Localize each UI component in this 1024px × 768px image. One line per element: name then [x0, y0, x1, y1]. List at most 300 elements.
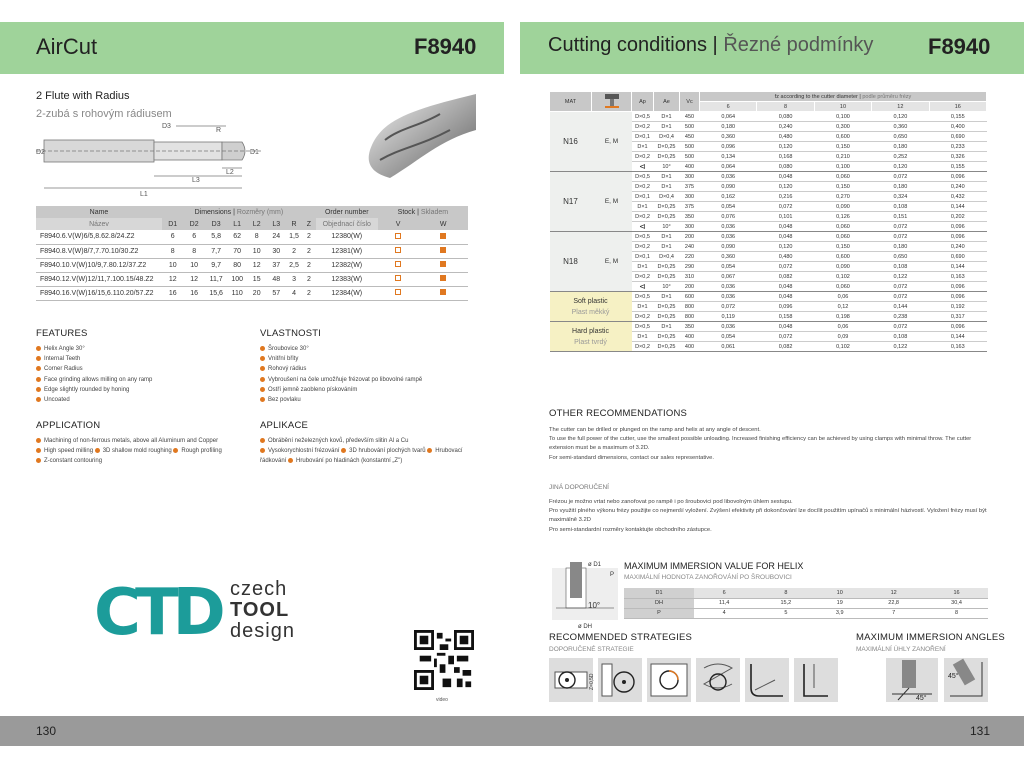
vc-cell: 800 — [680, 312, 700, 322]
qr-code[interactable] — [414, 630, 474, 690]
paragraph-line: The cutter can be drilled or plunged on the ramp and helix at any angle of descent. — [549, 427, 761, 433]
label-d2: D2 — [36, 149, 45, 156]
bullet-dot — [427, 448, 432, 453]
bullet-dot — [260, 356, 265, 361]
label-r: R — [216, 127, 222, 134]
fz-cell: 0,100 — [814, 162, 871, 172]
ap-cell: D×0,5 — [632, 292, 654, 302]
fz-cell: 0,252 — [872, 152, 929, 162]
list-item: Uncoated — [36, 395, 236, 405]
vc-cell: 500 — [680, 152, 700, 162]
label-l3: L3 — [192, 177, 200, 184]
bullet-dot — [36, 397, 41, 402]
bullet-dot — [36, 366, 41, 371]
dimensions-header: Dimensions | Rozměry (mm) — [162, 206, 316, 218]
fz-header: fz according to the cutter diameter | podle průměru frézy — [700, 92, 987, 102]
ap-cell: D×1 — [632, 142, 654, 152]
order-header-cz: Objednací číslo — [316, 218, 378, 230]
ap-cell: D×1 — [632, 262, 654, 272]
helix-value-cell: 7 — [862, 608, 925, 618]
ap-cell: D×0,2 — [632, 122, 654, 132]
ae-cell: D×0,25 — [654, 212, 680, 222]
fz-cell: 0,096 — [700, 142, 757, 152]
stock-w-cell — [418, 230, 468, 244]
qr-caption: video — [436, 697, 448, 703]
helix-label-p: P — [610, 572, 615, 578]
fz-cell: 0,650 — [872, 132, 929, 142]
cell-l1: 70 — [227, 244, 247, 258]
ae-cell: D×0,25 — [654, 342, 680, 352]
fz-cell: 0,080 — [757, 162, 814, 172]
fz-cell: 0,090 — [814, 202, 871, 212]
helix-value-cell: 16 — [925, 588, 988, 598]
vc-cell: 300 — [680, 222, 700, 232]
vc-cell: 350 — [680, 322, 700, 332]
vc-cell: 500 — [680, 122, 700, 132]
right-page-title — [548, 34, 873, 57]
helix-value-cell: 6 — [694, 588, 754, 598]
list-item: Corner Radius — [36, 364, 236, 374]
diameter-16: 16 — [929, 102, 986, 112]
bullet-dot — [95, 448, 100, 453]
fz-cell: 0,12 — [814, 302, 871, 312]
fz-cell: 0,210 — [814, 152, 871, 162]
fz-cell: 0,180 — [872, 142, 929, 152]
bullet-dot — [36, 356, 41, 361]
helix-label-d1: ø D1 — [588, 562, 602, 568]
mat-header: MAT — [550, 92, 592, 112]
helix-row-label: DH — [624, 598, 694, 608]
order-header: Order number — [316, 206, 378, 218]
fz-cell: 0,080 — [757, 112, 814, 122]
stock-filled-icon — [440, 261, 446, 267]
right-product-code: F8940 — [928, 34, 991, 59]
col-stock-v: V — [378, 218, 419, 230]
cell-d3: 15,6 — [205, 286, 228, 300]
helix-table — [624, 588, 988, 619]
immersion-angle-diagram-1 — [886, 658, 938, 702]
fz-cell: 0,072 — [872, 222, 929, 232]
fz-cell: 0,060 — [814, 172, 871, 182]
ap-cell: D×1 — [632, 332, 654, 342]
bullet-dot — [36, 438, 41, 443]
paragraph-line: For semi-standard dimensions, contact our sales representative. — [549, 454, 714, 461]
features-list — [36, 344, 236, 405]
fz-cell: 0,072 — [872, 292, 929, 302]
fz-cell: 0,036 — [700, 172, 757, 182]
fz-cell: 0,155 — [929, 162, 986, 172]
fz-cell: 0,326 — [929, 152, 986, 162]
strategy-helix-icon — [696, 658, 740, 702]
ae-cell: D×0,25 — [654, 142, 680, 152]
subtitle-en: 2 Flute with Radius — [36, 90, 130, 102]
list-item: Face grinding allows milling on any ramp — [36, 375, 236, 385]
cell-order: 12380(W) — [316, 230, 378, 244]
table-row — [550, 232, 987, 242]
stock-header-cz: Skladem — [420, 208, 449, 216]
fz-cell: 0,120 — [872, 112, 929, 122]
cell-d1: 6 — [162, 230, 183, 244]
company-logo — [94, 576, 324, 650]
cell-l1: 110 — [227, 286, 247, 300]
ae-cell: 10° — [654, 162, 680, 172]
ae-cell: D×1 — [654, 242, 680, 252]
machining-type-cell: E, M — [592, 112, 632, 172]
fz-cell: 0,240 — [929, 242, 986, 252]
helix-value-cell: 22,8 — [862, 598, 925, 608]
fz-cell: 0,202 — [929, 212, 986, 222]
subtitle-cz: 2-zubá s rohovým rádiusem — [36, 108, 172, 120]
cell-d1: 10 — [162, 258, 183, 272]
fz-cell: 0,163 — [929, 272, 986, 282]
list-item: Bez povlaku — [260, 395, 480, 405]
col-l3: L3 — [266, 218, 286, 230]
fz-cell: 0,432 — [929, 192, 986, 202]
other-recommendations-cz — [549, 498, 989, 535]
cell-d2: 8 — [183, 244, 204, 258]
cell-l1: 100 — [227, 272, 247, 286]
fz-cell: 0,072 — [872, 282, 929, 292]
cell-name: F8940.16.V(W)16/15,6.110.20/57.Z2 — [36, 286, 162, 300]
ae-cell: D×0,25 — [654, 152, 680, 162]
ap-cell: D×0,1 — [632, 192, 654, 202]
dimension-table — [36, 206, 468, 301]
helix-diagram — [552, 558, 618, 630]
stock-w-cell — [418, 244, 468, 258]
table-row — [550, 112, 987, 122]
ae-cell: D×0,25 — [654, 202, 680, 212]
ap-cell: D×0,1 — [632, 252, 654, 262]
col-d2: D2 — [183, 218, 204, 230]
helix-title-cz: MAXIMÁLNÍ HODNOTA ZANOŘOVÁNÍ PO ŠROUBOVICI — [624, 574, 792, 581]
ap-cell: D×0,5 — [632, 112, 654, 122]
cell-l2: 12 — [247, 258, 267, 272]
cutting-conditions-table — [549, 91, 987, 352]
ap-cell: D×0,5 — [632, 232, 654, 242]
fz-cell: 0,096 — [757, 302, 814, 312]
vc-cell: 375 — [680, 182, 700, 192]
immersion-angle-diagram-2 — [944, 658, 988, 702]
fz-cell: 0,054 — [700, 262, 757, 272]
stock-v-cell — [378, 272, 419, 286]
cell-order: 12381(W) — [316, 244, 378, 258]
helix-label-angle: 10° — [588, 601, 601, 610]
cell-r: 2 — [286, 244, 302, 258]
vc-cell: 500 — [680, 142, 700, 152]
tool-photo — [350, 90, 476, 180]
ae-cell: D×1 — [654, 232, 680, 242]
fz-cell: 0,090 — [814, 262, 871, 272]
cell-name: F8940.8.V(W)8/7,7.70.10/30.Z2 — [36, 244, 162, 258]
cell-l3: 30 — [266, 244, 286, 258]
fz-cell: 0,119 — [700, 312, 757, 322]
left-page-title: AirCut — [36, 34, 98, 59]
stock-w-cell — [418, 272, 468, 286]
angles-title-cz: MAXIMÁLNÍ ÚHLY ZANOŘENÍ — [856, 646, 946, 653]
logo-text-tool: TOOL — [230, 599, 290, 621]
ap-cell: D×0,2 — [632, 342, 654, 352]
footer-bar — [0, 716, 1024, 746]
fz-cell: 0,082 — [757, 272, 814, 282]
cell-l1: 80 — [227, 258, 247, 272]
other-recommendations-title: OTHER RECOMMENDATIONS — [549, 408, 688, 419]
fz-cell: 0,317 — [929, 312, 986, 322]
diameter-6: 6 — [700, 102, 757, 112]
strategy-pocket-icon — [647, 658, 691, 702]
cell-d3: 9,7 — [205, 258, 228, 272]
bullet-dot — [260, 346, 265, 351]
fz-cell: 0,600 — [814, 132, 871, 142]
machine-icon — [603, 93, 621, 109]
title-separator: | — [712, 34, 724, 56]
fz-cell: 0,158 — [757, 312, 814, 322]
helix-value-cell: 12 — [862, 588, 925, 598]
vc-cell: 450 — [680, 112, 700, 122]
strategy-side-icon — [598, 658, 642, 702]
fz-cell: 0,360 — [700, 132, 757, 142]
ae-cell: D×0,25 — [654, 302, 680, 312]
ae-cell: D×1 — [654, 322, 680, 332]
right-title-cz: Řezné podmínky — [723, 34, 874, 56]
ae-cell: D×1 — [654, 172, 680, 182]
fz-cell: 0,048 — [757, 232, 814, 242]
fz-cell: 0,300 — [814, 122, 871, 132]
fz-cell: 0,144 — [929, 332, 986, 342]
fz-cell: 0,096 — [929, 172, 986, 182]
fz-cell: 0,108 — [872, 332, 929, 342]
cell-d2: 10 — [183, 258, 204, 272]
ae-cell: D×1 — [654, 122, 680, 132]
material-cell: Hard plastic Plast tvrdý — [550, 322, 632, 352]
fz-cell: 0,600 — [814, 252, 871, 262]
helix-label-dh: ø DH — [578, 624, 592, 630]
fz-cell: 0,650 — [872, 252, 929, 262]
fz-cell: 0,122 — [872, 272, 929, 282]
fz-cell: 0,198 — [814, 312, 871, 322]
fz-cell: 0,144 — [872, 302, 929, 312]
cell-d2: 12 — [183, 272, 204, 286]
fz-cell: 0,054 — [700, 202, 757, 212]
helix-value-cell: 10 — [817, 588, 862, 598]
cell-name: F8940.12.V(W)12/11,7.100.15/48.Z2 — [36, 272, 162, 286]
cell-l2: 10 — [247, 244, 267, 258]
bullet-dot — [36, 346, 41, 351]
application-line: Machining of non-ferrous metals, above all Aluminum and Copper — [36, 436, 256, 446]
cell-d3: 5,8 — [205, 230, 228, 244]
stock-v-cell — [378, 244, 419, 258]
fz-cell: 0,162 — [700, 192, 757, 202]
fz-cell: 0,036 — [700, 292, 757, 302]
fz-cell: 0,108 — [872, 262, 929, 272]
paragraph-line: extension must be a maximum of 3.2D. — [549, 445, 650, 452]
application-line: High speed milling 3D shallow mold roughing Rough profiling — [36, 446, 256, 456]
fz-cell: 0,096 — [929, 322, 986, 332]
fz-cell: 0,360 — [872, 122, 929, 132]
vlastnosti-list — [260, 344, 480, 405]
cell-l2: 20 — [247, 286, 267, 300]
strategy-ramp-icon — [745, 658, 789, 702]
bullet-dot — [260, 438, 265, 443]
list-item: Vybroušení na čele umožňuje frézovat po libovolné rampě — [260, 375, 480, 385]
fz-cell: 0,240 — [929, 182, 986, 192]
ap-cell: D×1 — [632, 202, 654, 212]
bullet-dot — [260, 387, 265, 392]
vc-cell: 800 — [680, 302, 700, 312]
table-row — [36, 258, 468, 272]
stock-v-cell — [378, 258, 419, 272]
ap-cell: D×0,5 — [632, 322, 654, 332]
stock-v-cell — [378, 230, 419, 244]
ae-cell: D×1 — [654, 182, 680, 192]
vc-cell: 450 — [680, 132, 700, 142]
vc-cell: 400 — [680, 162, 700, 172]
vc-cell: 310 — [680, 272, 700, 282]
vc-cell: 350 — [680, 212, 700, 222]
logo-text-design: design — [230, 620, 295, 642]
table-row — [36, 230, 468, 244]
fz-cell: 0,690 — [929, 132, 986, 142]
fz-cell: 0,100 — [814, 112, 871, 122]
fz-cell: 0,150 — [814, 242, 871, 252]
vlastnosti-title: VLASTNOSTI — [260, 328, 322, 339]
aplikace-line: Vysokorychlostní frézování 3D hrubování plochých tvarů Hrubovací — [260, 446, 484, 456]
material-cell: N16 — [550, 112, 592, 172]
fz-cell: 0,054 — [700, 332, 757, 342]
fz-cell: 0,238 — [872, 312, 929, 322]
bullet-dot — [341, 448, 346, 453]
stock-open-icon — [395, 275, 401, 281]
application-list — [36, 436, 256, 467]
fz-cell: 0,072 — [757, 262, 814, 272]
fz-cell: 0,072 — [757, 202, 814, 212]
stock-w-cell — [418, 286, 468, 300]
application-title: APPLICATION — [36, 420, 101, 431]
list-item: Rohový rádius — [260, 364, 480, 374]
fz-cell: 0,090 — [700, 182, 757, 192]
cell-d2: 6 — [183, 230, 204, 244]
paragraph-line: Pro využití plného výkonu frézy použijte co nejmenší vyložení. Zvýšení efektivity při dokončování lze docílit použitím upínačů s minimální házivostí. Vyložení frézy musí být — [549, 508, 987, 515]
label-l1: L1 — [140, 191, 148, 198]
paragraph-line: Pro semi-standardní rozměry kontaktujte obchodního zástupce. — [549, 526, 712, 533]
fz-cell: 0,061 — [700, 342, 757, 352]
fz-cell: 0,180 — [700, 122, 757, 132]
diameter-12: 12 — [872, 102, 929, 112]
helix-value-cell: 8 — [925, 608, 988, 618]
ae-cell: D×0,25 — [654, 312, 680, 322]
other-recommendations-cz-title: JINÁ DOPORUČENÍ — [549, 484, 609, 491]
fz-cell: 0,122 — [872, 342, 929, 352]
cell-order: 12382(W) — [316, 258, 378, 272]
fz-cell: 0,102 — [814, 272, 871, 282]
table-row — [550, 322, 987, 332]
vc-cell: 300 — [680, 192, 700, 202]
vc-cell: 240 — [680, 242, 700, 252]
bullet-dot — [260, 366, 265, 371]
strategy-plunge-icon — [794, 658, 838, 702]
table-row — [550, 292, 987, 302]
diameter-8: 8 — [757, 102, 814, 112]
cell-order: 12384(W) — [316, 286, 378, 300]
cell-l2: 8 — [247, 230, 267, 244]
ap-cell: D×0,2 — [632, 312, 654, 322]
vc-cell: 300 — [680, 172, 700, 182]
fz-cell: 0,036 — [700, 232, 757, 242]
cell-l3: 24 — [266, 230, 286, 244]
helix-table-body — [624, 588, 988, 618]
ae-cell: D×0,25 — [654, 272, 680, 282]
fz-cell: 0,064 — [700, 112, 757, 122]
fz-cell: 0,072 — [872, 232, 929, 242]
cell-z: 2 — [302, 286, 316, 300]
fz-cell: 0,101 — [757, 212, 814, 222]
stock-open-icon — [395, 261, 401, 267]
ae-cell: D×0,4 — [654, 132, 680, 142]
cell-l3: 57 — [266, 286, 286, 300]
vc-cell: 375 — [680, 202, 700, 212]
cell-z: 2 — [302, 230, 316, 244]
cell-r: 1,5 — [286, 230, 302, 244]
machine-icon-header — [592, 92, 632, 112]
fz-cell: 0,360 — [700, 252, 757, 262]
strategy-icons — [549, 658, 839, 702]
fz-cell: 0,120 — [872, 162, 929, 172]
tool-drawing — [36, 118, 266, 198]
ap-cell: D×1 — [632, 302, 654, 312]
right-page-number: 131 — [970, 724, 991, 738]
ap-cell: D×0,2 — [632, 152, 654, 162]
label-l2: L2 — [226, 169, 234, 176]
application-line: Z-constant contouring — [36, 456, 256, 466]
fz-cell: 0,480 — [757, 132, 814, 142]
col-l2: L2 — [247, 218, 267, 230]
helix-row-label: D1 — [624, 588, 694, 598]
label-d3: D3 — [162, 123, 171, 130]
vc-cell: 400 — [680, 342, 700, 352]
left-page-number: 130 — [36, 724, 57, 738]
helix-value-cell: 5 — [754, 608, 817, 618]
table-row — [624, 598, 988, 608]
fz-cell: 0,155 — [929, 112, 986, 122]
helix-value-cell: 30,4 — [925, 598, 988, 608]
dimensions-header-cz: Rozměry (mm) — [236, 208, 284, 216]
cell-l3: 37 — [266, 258, 286, 272]
helix-value-cell: 3,9 — [817, 608, 862, 618]
vc-cell: 400 — [680, 332, 700, 342]
table-row — [550, 172, 987, 182]
fz-cell: 0,690 — [929, 252, 986, 262]
fz-cell: 0,126 — [814, 212, 871, 222]
fz-cell: 0,150 — [814, 142, 871, 152]
fz-cell: 0,064 — [700, 162, 757, 172]
angles-title: MAXIMUM IMMERSION ANGLES — [856, 632, 1005, 643]
ap-cell: D×0,2 — [632, 182, 654, 192]
diameter-10: 10 — [814, 102, 871, 112]
cell-l1: 62 — [227, 230, 247, 244]
stock-filled-icon — [440, 289, 446, 295]
fz-cell: 0,060 — [814, 282, 871, 292]
fz-cell: 0,180 — [872, 182, 929, 192]
vc-cell: 290 — [680, 262, 700, 272]
fz-cell: 0,096 — [929, 282, 986, 292]
material-cell: Soft plastic Plast měkký — [550, 292, 632, 322]
fz-cell: 0,233 — [929, 142, 986, 152]
stock-filled-icon — [440, 233, 446, 239]
cell-d1: 12 — [162, 272, 183, 286]
fz-cell: 0,072 — [872, 322, 929, 332]
ae-cell: D×0,25 — [654, 332, 680, 342]
fz-cell: 0,192 — [929, 302, 986, 312]
cell-d2: 16 — [183, 286, 204, 300]
